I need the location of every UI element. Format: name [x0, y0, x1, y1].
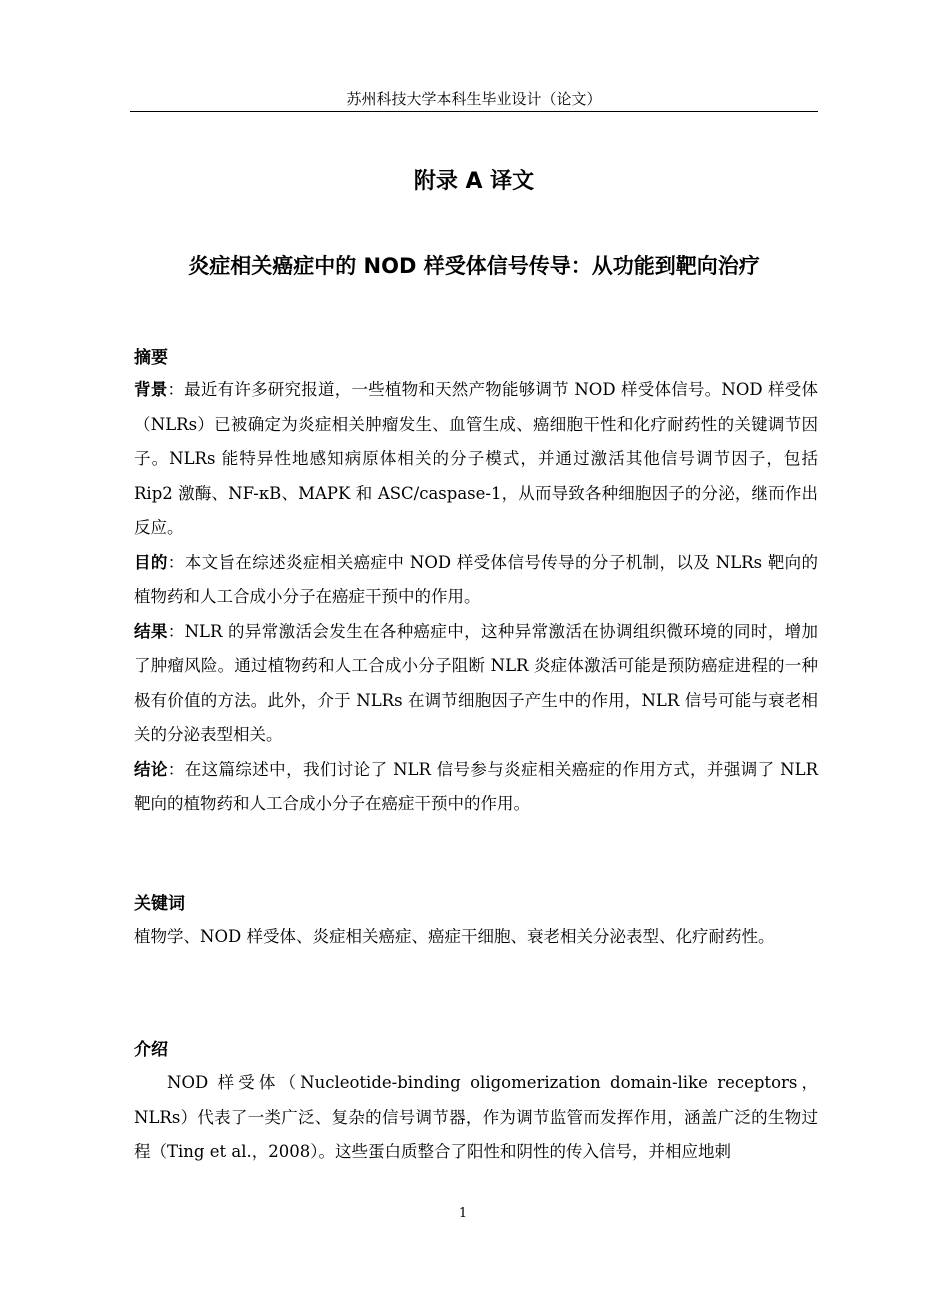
header-rule	[130, 111, 818, 112]
conclusion-label: 结论	[134, 759, 168, 779]
conclusion-text: ：在这篇综述中，我们讨论了 NLR 信号参与炎症相关癌症的作用方式，并强调了 NLR 靶向的植物药和人工合成小分子在癌症干预中的作用。	[134, 759, 818, 813]
results-paragraph	[134, 615, 818, 753]
introduction-heading: 介绍	[134, 1040, 168, 1060]
running-header: 苏州科技大学本科生毕业设计（论文）	[346, 90, 602, 108]
page-number: 1	[458, 1206, 468, 1221]
background-text: ：最近有许多研究报道，一些植物和天然产物能够调节 NOD 样受体信号。NOD 样受体（NLRs）已被确定为炎症相关肿瘤发生、血管生成、癌细胞干性和化疗耐药性的关键调节因子。NLRs 能特异性地感知病原体相关的分子模式，并通过激活其他信号调节因子，包括 Rip2 激酶、NF-κB、MAPK 和 ASC/caspase-1，从而导致各种细胞因子的分泌，继而作出反应。	[134, 380, 818, 537]
results-label: 结果	[134, 621, 168, 641]
introduction-text: NOD 样受体（Nucleotide-binding oligomerization domain-like receptors，NLRs）代表了一类广泛、复杂的信号调节器，作为调节监管而发挥作用，涵盖广泛的生物过程（Ting et al.，2008）。这些蛋白质整合了阳性和阴性的传入信号，并相应地刺	[134, 1073, 818, 1161]
paper-title: 炎症相关癌症中的 NOD 样受体信号传导：从功能到靶向治疗	[188, 254, 760, 278]
keywords-text: 植物学、NOD 样受体、炎症相关癌症、癌症干细胞、衰老相关分泌表型、化疗耐药性。	[134, 927, 775, 946]
background-paragraph	[134, 373, 818, 546]
purpose-paragraph	[134, 546, 818, 615]
keywords-heading: 关键词	[134, 894, 185, 914]
abstract-heading: 摘要	[134, 348, 168, 368]
appendix-title: 附录 A 译文	[413, 169, 535, 194]
purpose-text: ：本文旨在综述炎症相关癌症中 NOD 样受体信号传导的分子机制，以及 NLRs 靶向的植物药和人工合成小分子在癌症干预中的作用。	[134, 552, 819, 606]
results-text: ：NLR 的异常激活会发生在各种癌症中，这种异常激活在协调组织微环境的同时，增加了肿瘤风险。通过植物药和人工合成小分子阻断 NLR 炎症体激活可能是预防癌症进程的一种极有价值的方法。此外，介于 NLRs 在调节细胞因子产生中的作用，NLR 信号可能与衰老相关的分泌表型相关。	[134, 621, 818, 744]
introduction-body	[134, 1066, 818, 1170]
background-label: 背景	[134, 380, 168, 399]
abstract-body	[134, 373, 818, 822]
keywords-body	[134, 920, 818, 955]
purpose-label: 目的	[134, 552, 168, 572]
conclusion-paragraph	[134, 753, 818, 822]
